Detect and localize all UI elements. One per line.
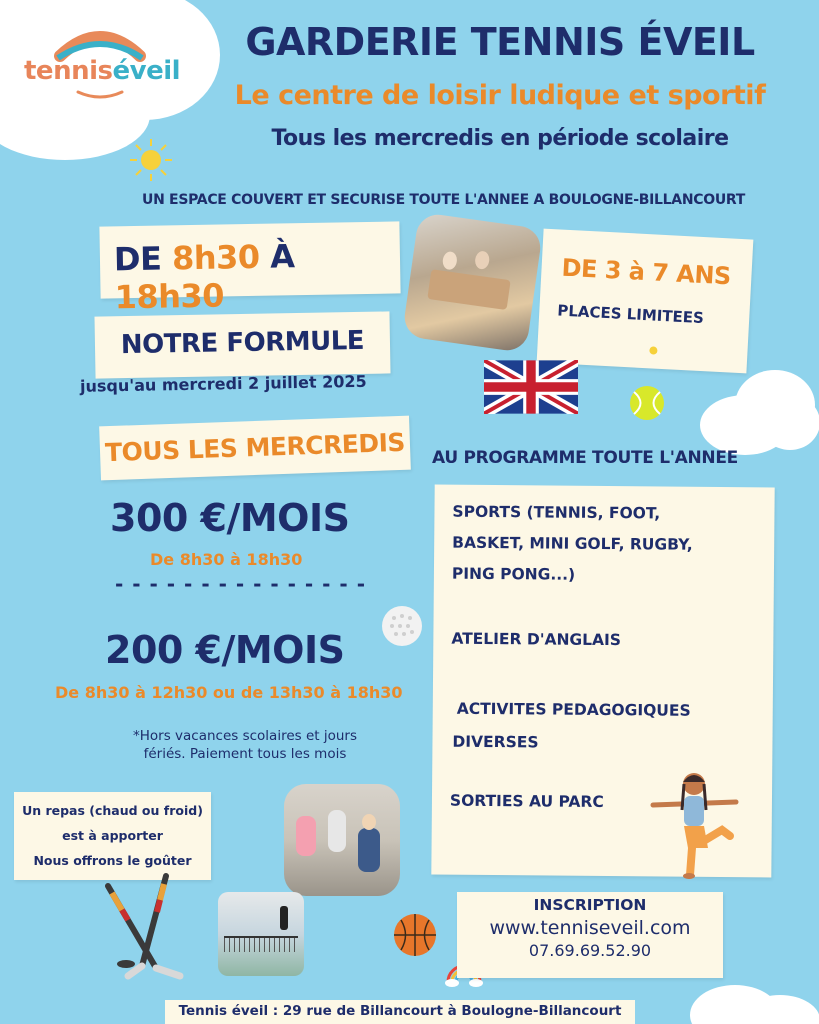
price-full: 300 €/MOIS [110,496,350,540]
price-half-detail: De 8h30 à 12h30 ou de 13h30 à 18h30 [55,683,403,702]
formule-until: jusqu'au mercredi 2 juillet 2025 [79,371,367,396]
formule-card [94,311,390,378]
programme-sorties: SORTIES AU PARC [449,791,604,812]
page-subtitle: Le centre de loisir ludique et sportif [234,80,766,111]
price-half: 200 €/MOIS [105,628,345,672]
repas-line1: Un repas (chaud ou froid) [22,803,203,818]
inscription-title: INSCRIPTION [533,896,647,914]
logo-text-tennis: tennis [24,56,113,86]
inscription-website[interactable]: www.tenniseveil.com [489,917,691,939]
tennis-ball-icon [628,384,666,426]
places-limitees: PLACES LIMITEES [556,301,705,328]
price-full-detail: De 8h30 à 18h30 [150,550,303,569]
hours-end: 18h30 [114,276,225,317]
uk-flag-icon [484,360,578,414]
girl-illustration [648,770,740,880]
programme-sports-2: BASKET, MINI GOLF, RUGBY, [452,533,693,554]
banner-text: UN ESPACE COUVERT ET SECURISE TOUTE L'ANNEE A BOULOGNE-BILLANCOURT [142,192,745,208]
formule-title: NOTRE FORMULE [120,325,365,361]
footer-address: Tennis éveil : 29 rue de Billancourt à Boulogne-Billancourt [178,1003,622,1019]
programme-anglais: ATELIER D'ANGLAIS [451,629,622,650]
programme-activites-2: DIVERSES [452,732,539,752]
programme-title: AU PROGRAMME TOUTE L'ANNEE [432,448,738,468]
tagline: Tous les mercredis en période scolaire [271,126,729,151]
note-line2: fériés. Paiement tous les mois [143,746,347,762]
footer-card [165,1000,635,1024]
yellow-dot [649,346,657,354]
hours-prefix: DE [113,239,173,279]
inscription-card [457,892,723,978]
programme-sports-3: PING PONG...) [451,564,576,584]
basketball-icon [392,912,438,962]
repas-card [14,792,211,880]
logo-text-eveil: éveil [112,56,181,86]
repas-line3: Nous offrons le goûter [33,853,192,868]
hours-start: 8h30 [171,237,260,278]
repas-line2: est à apporter [62,828,163,843]
hours-card [99,221,400,317]
logo [20,18,180,108]
photo-classroom [402,212,543,353]
hours-mid: À [259,237,295,276]
programme-activites-1: ACTIVITES PEDAGOGIQUES [456,699,691,720]
age-range: DE 3 à 7 ANS [560,253,732,291]
inscription-phone[interactable]: 07.69.69.52.90 [528,941,652,960]
price-divider: - - - - - - - - - - - - - - - [115,572,366,596]
mercredis-label: TOUS LES MERCREDIS [104,427,406,468]
programme-sports-1: SPORTS (TENNIS, FOOT, [452,502,661,523]
mercredis-card [99,416,411,481]
note-line1: *Hors vacances scolaires et jours [132,728,357,744]
page-title: GARDERIE TENNIS ÉVEIL [245,20,755,64]
age-card [537,229,754,374]
sun-icon [128,137,174,187]
photo-court [218,892,304,976]
photo-kids [284,784,400,896]
hockey-sticks-icon [100,868,205,988]
